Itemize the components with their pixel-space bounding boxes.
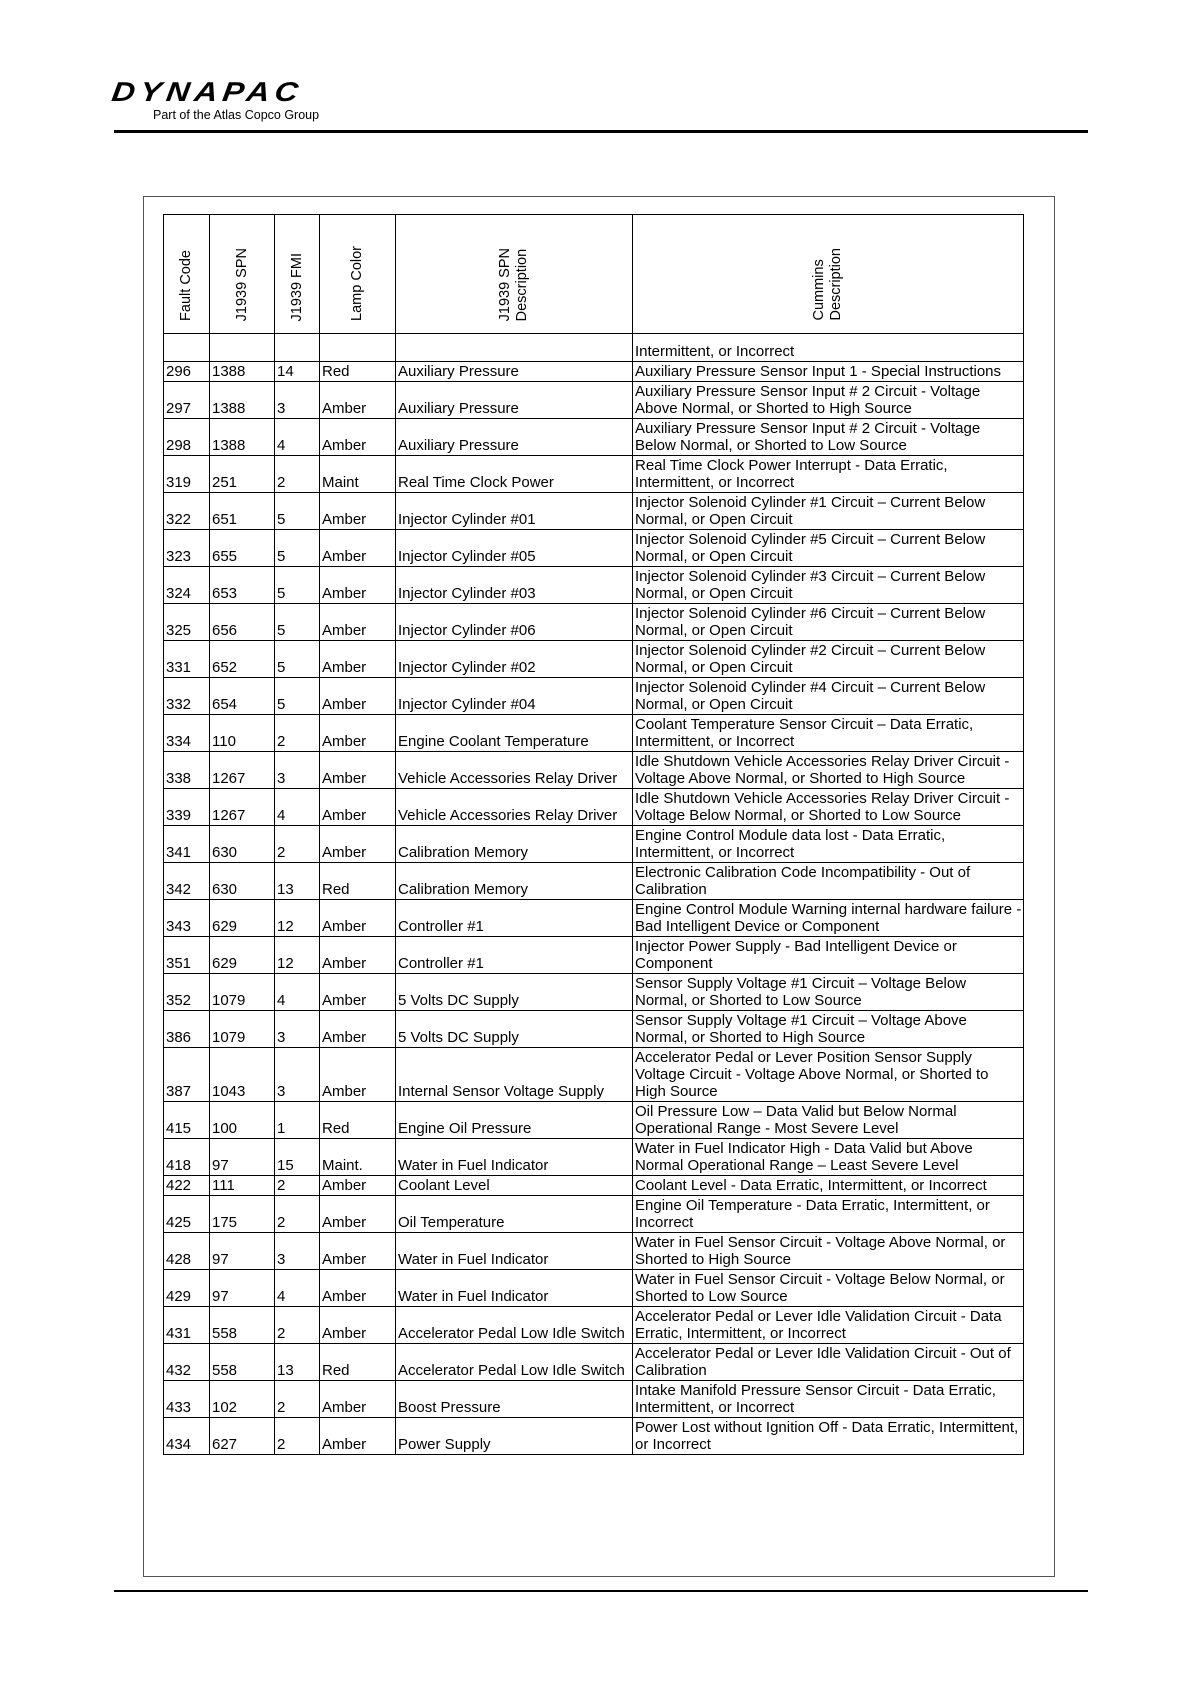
cummins-description-cell: Injector Solenoid Cylinder #3 Circuit – Current Below Normal, or Open Circuit (633, 567, 1024, 604)
spn-cell: 651 (210, 493, 275, 530)
spn-description-cell: Calibration Memory (396, 863, 633, 900)
spn-cell: 1267 (210, 789, 275, 826)
lamp-color-cell: Amber (320, 715, 396, 752)
fmi-cell: 5 (275, 604, 320, 641)
cummins-description-cell: Power Lost without Ignition Off - Data Erratic, Intermittent, or Incorrect (633, 1418, 1024, 1455)
spn-cell: 654 (210, 678, 275, 715)
spn-cell: 656 (210, 604, 275, 641)
spn-description-cell: Auxiliary Pressure (396, 362, 633, 382)
header-rule (114, 130, 1088, 133)
spn-description-cell: Power Supply (396, 1418, 633, 1455)
spn-cell: 558 (210, 1344, 275, 1381)
spn-cell: 653 (210, 567, 275, 604)
table-row (164, 974, 1024, 1011)
fault-code-cell: 343 (164, 900, 210, 937)
header-fault-code: Fault Code (164, 215, 210, 334)
header-j1939-spn: J1939 SPN (210, 215, 275, 334)
fmi-cell: 4 (275, 1270, 320, 1307)
table-row (164, 1344, 1024, 1381)
dynapac-logo: DYNAPAC (109, 76, 306, 107)
table-row (164, 1011, 1024, 1048)
cummins-description-cell: Water in Fuel Indicator High - Data Valid but Above Normal Operational Range – Least Severe Level (633, 1139, 1024, 1176)
fault-code-cell: 297 (164, 382, 210, 419)
lamp-color-cell: Amber (320, 1381, 396, 1418)
table-row (164, 419, 1024, 456)
spn-description-cell: Injector Cylinder #03 (396, 567, 633, 604)
fault-code-cell: 324 (164, 567, 210, 604)
table-row (164, 493, 1024, 530)
lamp-color-cell: Amber (320, 382, 396, 419)
cummins-description-cell: Sensor Supply Voltage #1 Circuit – Voltage Below Normal, or Shorted to Low Source (633, 974, 1024, 1011)
cummins-description-cell: Accelerator Pedal or Lever Position Sensor Supply Voltage Circuit - Voltage Above Normal, or Shorted to High Source (633, 1048, 1024, 1102)
table-row (164, 826, 1024, 863)
spn-description-cell: Oil Temperature (396, 1196, 633, 1233)
lamp-color-cell: Amber (320, 641, 396, 678)
fmi-cell: 5 (275, 530, 320, 567)
spn-cell: 111 (210, 1176, 275, 1196)
cummins-description-cell: Auxiliary Pressure Sensor Input 1 - Special Instructions (633, 362, 1024, 382)
table-row (164, 362, 1024, 382)
lamp-color-cell: Amber (320, 1011, 396, 1048)
lamp-color-cell: Amber (320, 900, 396, 937)
spn-description-cell: Real Time Clock Power (396, 456, 633, 493)
lamp-color-cell: Amber (320, 493, 396, 530)
fault-code-cell: 386 (164, 1011, 210, 1048)
cummins-description-cell: Injector Solenoid Cylinder #5 Circuit – Current Below Normal, or Open Circuit (633, 530, 1024, 567)
fmi-cell: 3 (275, 1048, 320, 1102)
table-row (164, 1381, 1024, 1418)
spn-cell: 558 (210, 1307, 275, 1344)
spn-cell: 630 (210, 863, 275, 900)
fault-code-cell: 325 (164, 604, 210, 641)
spn-description-cell: Engine Oil Pressure (396, 1102, 633, 1139)
fmi-cell: 3 (275, 1011, 320, 1048)
lamp-color-cell: Amber (320, 1270, 396, 1307)
cummins-description-cell: Injector Solenoid Cylinder #6 Circuit – Current Below Normal, or Open Circuit (633, 604, 1024, 641)
cummins-description-cell: Accelerator Pedal or Lever Idle Validation Circuit - Out of Calibration (633, 1344, 1024, 1381)
cummins-description-cell: Engine Oil Temperature - Data Erratic, Intermittent, or Incorrect (633, 1196, 1024, 1233)
table-row (164, 1139, 1024, 1176)
cummins-description-cell: Auxiliary Pressure Sensor Input # 2 Circuit - Voltage Above Normal, or Shorted to High Source (633, 382, 1024, 419)
fault-code-cell: 415 (164, 1102, 210, 1139)
continuation-text: Intermittent, or Incorrect (633, 334, 1024, 362)
fmi-cell: 13 (275, 1344, 320, 1381)
fault-code-cell: 341 (164, 826, 210, 863)
spn-description-cell: Controller #1 (396, 937, 633, 974)
fmi-cell: 2 (275, 1418, 320, 1455)
lamp-color-cell: Amber (320, 752, 396, 789)
spn-description-cell: Accelerator Pedal Low Idle Switch (396, 1344, 633, 1381)
spn-description-cell: Boost Pressure (396, 1381, 633, 1418)
brand-tagline: Part of the Atlas Copco Group (153, 108, 320, 122)
table-row (164, 789, 1024, 826)
cummins-description-cell: Injector Solenoid Cylinder #2 Circuit – Current Below Normal, or Open Circuit (633, 641, 1024, 678)
fault-code-cell: 433 (164, 1381, 210, 1418)
fault-code-cell: 332 (164, 678, 210, 715)
lamp-color-cell: Amber (320, 937, 396, 974)
table-row (164, 1418, 1024, 1455)
fault-code-cell: 339 (164, 789, 210, 826)
fault-code-cell: 331 (164, 641, 210, 678)
fault-code-cell: 319 (164, 456, 210, 493)
table-row (164, 752, 1024, 789)
spn-description-cell: 5 Volts DC Supply (396, 974, 633, 1011)
table-row (164, 1270, 1024, 1307)
fmi-cell: 2 (275, 456, 320, 493)
lamp-color-cell: Amber (320, 678, 396, 715)
fault-code-cell: 432 (164, 1344, 210, 1381)
spn-description-cell: Water in Fuel Indicator (396, 1139, 633, 1176)
cummins-description-cell: Auxiliary Pressure Sensor Input # 2 Circuit - Voltage Below Normal, or Shorted to Low Source (633, 419, 1024, 456)
fmi-cell: 1 (275, 1102, 320, 1139)
lamp-color-cell: Red (320, 863, 396, 900)
fmi-cell: 3 (275, 382, 320, 419)
spn-cell: 102 (210, 1381, 275, 1418)
fmi-cell: 5 (275, 567, 320, 604)
fault-code-cell: 296 (164, 362, 210, 382)
table-row (164, 715, 1024, 752)
footer-rule (114, 1590, 1088, 1592)
table-row (164, 863, 1024, 900)
spn-cell: 652 (210, 641, 275, 678)
spn-cell: 629 (210, 937, 275, 974)
fmi-cell: 4 (275, 419, 320, 456)
spn-description-cell: Internal Sensor Voltage Supply (396, 1048, 633, 1102)
spn-description-cell: Injector Cylinder #01 (396, 493, 633, 530)
spn-description-cell: Accelerator Pedal Low Idle Switch (396, 1307, 633, 1344)
cummins-description-cell: Coolant Level - Data Erratic, Intermittent, or Incorrect (633, 1176, 1024, 1196)
fmi-cell: 2 (275, 715, 320, 752)
spn-cell: 1388 (210, 362, 275, 382)
spn-description-cell: Auxiliary Pressure (396, 382, 633, 419)
fmi-cell: 2 (275, 1381, 320, 1418)
fault-code-cell: 342 (164, 863, 210, 900)
table-row (164, 382, 1024, 419)
spn-description-cell: Calibration Memory (396, 826, 633, 863)
spn-cell: 629 (210, 900, 275, 937)
spn-cell: 655 (210, 530, 275, 567)
cummins-description-cell: Injector Power Supply - Bad Intelligent Device or Component (633, 937, 1024, 974)
spn-description-cell: Water in Fuel Indicator (396, 1233, 633, 1270)
lamp-color-cell: Red (320, 1102, 396, 1139)
fmi-cell: 3 (275, 752, 320, 789)
lamp-color-cell: Maint (320, 456, 396, 493)
cummins-description-cell: Idle Shutdown Vehicle Accessories Relay Driver Circuit - Voltage Below Normal, or Shorted to Low Source (633, 789, 1024, 826)
table-row (164, 641, 1024, 678)
lamp-color-cell: Amber (320, 530, 396, 567)
spn-cell: 97 (210, 1270, 275, 1307)
spn-cell: 97 (210, 1139, 275, 1176)
fmi-cell: 15 (275, 1139, 320, 1176)
table-row (164, 1307, 1024, 1344)
fmi-cell: 5 (275, 641, 320, 678)
fault-code-table (163, 214, 1024, 1455)
fault-code-cell: 418 (164, 1139, 210, 1176)
fault-code-cell: 352 (164, 974, 210, 1011)
fault-code-cell: 334 (164, 715, 210, 752)
lamp-color-cell: Red (320, 1344, 396, 1381)
fmi-cell: 2 (275, 1307, 320, 1344)
cummins-description-cell: Idle Shutdown Vehicle Accessories Relay Driver Circuit - Voltage Above Normal, or Shorted to High Source (633, 752, 1024, 789)
spn-cell: 1043 (210, 1048, 275, 1102)
fault-code-cell: 322 (164, 493, 210, 530)
fmi-cell: 5 (275, 678, 320, 715)
lamp-color-cell: Amber (320, 1418, 396, 1455)
lamp-color-cell: Amber (320, 604, 396, 641)
table-row (164, 604, 1024, 641)
spn-cell: 100 (210, 1102, 275, 1139)
table-row (164, 1048, 1024, 1102)
lamp-color-cell: Amber (320, 826, 396, 863)
spn-description-cell: Auxiliary Pressure (396, 419, 633, 456)
fault-code-cell: 298 (164, 419, 210, 456)
fault-code-cell: 428 (164, 1233, 210, 1270)
fmi-cell: 2 (275, 1176, 320, 1196)
cummins-description-cell: Engine Control Module Warning internal hardware failure - Bad Intelligent Device or Component (633, 900, 1024, 937)
table-row (164, 530, 1024, 567)
spn-description-cell: Coolant Level (396, 1176, 633, 1196)
lamp-color-cell: Amber (320, 1196, 396, 1233)
fmi-cell: 5 (275, 493, 320, 530)
spn-description-cell: Controller #1 (396, 900, 633, 937)
fault-code-cell: 431 (164, 1307, 210, 1344)
header-spn-description: J1939 SPN Description (396, 215, 633, 334)
fmi-cell: 2 (275, 1196, 320, 1233)
spn-cell: 1267 (210, 752, 275, 789)
fmi-cell: 12 (275, 937, 320, 974)
table-header-row (164, 215, 1024, 334)
header-lamp-color: Lamp Color (320, 215, 396, 334)
fmi-cell: 4 (275, 974, 320, 1011)
spn-cell: 1079 (210, 974, 275, 1011)
fmi-cell: 3 (275, 1233, 320, 1270)
spn-cell: 251 (210, 456, 275, 493)
lamp-color-cell: Red (320, 362, 396, 382)
cummins-description-cell: Oil Pressure Low – Data Valid but Below Normal Operational Range - Most Severe Level (633, 1102, 1024, 1139)
fault-code-cell: 434 (164, 1418, 210, 1455)
table-row (164, 678, 1024, 715)
table-row (164, 1176, 1024, 1196)
spn-cell: 1388 (210, 382, 275, 419)
lamp-color-cell: Amber (320, 419, 396, 456)
lamp-color-cell: Amber (320, 974, 396, 1011)
spn-description-cell: Water in Fuel Indicator (396, 1270, 633, 1307)
fmi-cell: 13 (275, 863, 320, 900)
cummins-description-cell: Real Time Clock Power Interrupt - Data Erratic, Intermittent, or Incorrect (633, 456, 1024, 493)
cummins-description-cell: Accelerator Pedal or Lever Idle Validation Circuit - Data Erratic, Intermittent, or Incorrect (633, 1307, 1024, 1344)
spn-cell: 1388 (210, 419, 275, 456)
fault-code-cell: 323 (164, 530, 210, 567)
lamp-color-cell: Amber (320, 789, 396, 826)
cummins-description-cell: Electronic Calibration Code Incompatibility - Out of Calibration (633, 863, 1024, 900)
fmi-cell: 4 (275, 789, 320, 826)
spn-description-cell: Vehicle Accessories Relay Driver (396, 789, 633, 826)
cummins-description-cell: Water in Fuel Sensor Circuit - Voltage Below Normal, or Shorted to Low Source (633, 1270, 1024, 1307)
spn-cell: 627 (210, 1418, 275, 1455)
fault-code-cell: 338 (164, 752, 210, 789)
spn-cell: 630 (210, 826, 275, 863)
table-row (164, 1102, 1024, 1139)
table-row (164, 456, 1024, 493)
cummins-description-cell: Sensor Supply Voltage #1 Circuit – Voltage Above Normal, or Shorted to High Source (633, 1011, 1024, 1048)
lamp-color-cell: Amber (320, 567, 396, 604)
cummins-description-cell: Engine Control Module data lost - Data Erratic, Intermittent, or Incorrect (633, 826, 1024, 863)
spn-description-cell: Injector Cylinder #06 (396, 604, 633, 641)
fault-code-cell: 425 (164, 1196, 210, 1233)
cummins-description-cell: Intake Manifold Pressure Sensor Circuit - Data Erratic, Intermittent, or Incorrect (633, 1381, 1024, 1418)
lamp-color-cell: Amber (320, 1233, 396, 1270)
table-row (164, 567, 1024, 604)
table-row (164, 937, 1024, 974)
spn-description-cell: 5 Volts DC Supply (396, 1011, 633, 1048)
spn-cell: 1079 (210, 1011, 275, 1048)
lamp-color-cell: Amber (320, 1176, 396, 1196)
table-row (164, 1196, 1024, 1233)
fault-code-cell: 422 (164, 1176, 210, 1196)
spn-description-cell: Vehicle Accessories Relay Driver (396, 752, 633, 789)
spn-description-cell: Injector Cylinder #05 (396, 530, 633, 567)
spn-description-cell: Injector Cylinder #04 (396, 678, 633, 715)
spn-cell: 97 (210, 1233, 275, 1270)
lamp-color-cell: Amber (320, 1048, 396, 1102)
continuation-row (164, 334, 1024, 362)
fmi-cell: 14 (275, 362, 320, 382)
cummins-description-cell: Injector Solenoid Cylinder #4 Circuit – Current Below Normal, or Open Circuit (633, 678, 1024, 715)
fault-code-cell: 429 (164, 1270, 210, 1307)
fault-code-cell: 387 (164, 1048, 210, 1102)
spn-cell: 175 (210, 1196, 275, 1233)
lamp-color-cell: Maint. (320, 1139, 396, 1176)
spn-cell: 110 (210, 715, 275, 752)
table-row (164, 1233, 1024, 1270)
fault-code-cell: 351 (164, 937, 210, 974)
fmi-cell: 2 (275, 826, 320, 863)
header-cummins-description: Cummins Description (633, 215, 1024, 334)
cummins-description-cell: Water in Fuel Sensor Circuit - Voltage Above Normal, or Shorted to High Source (633, 1233, 1024, 1270)
lamp-color-cell: Amber (320, 1307, 396, 1344)
cummins-description-cell: Coolant Temperature Sensor Circuit – Data Erratic, Intermittent, or Incorrect (633, 715, 1024, 752)
spn-description-cell: Engine Coolant Temperature (396, 715, 633, 752)
spn-description-cell: Injector Cylinder #02 (396, 641, 633, 678)
cummins-description-cell: Injector Solenoid Cylinder #1 Circuit – Current Below Normal, or Open Circuit (633, 493, 1024, 530)
fmi-cell: 12 (275, 900, 320, 937)
table-row (164, 900, 1024, 937)
header-j1939-fmi: J1939 FMI (275, 215, 320, 334)
